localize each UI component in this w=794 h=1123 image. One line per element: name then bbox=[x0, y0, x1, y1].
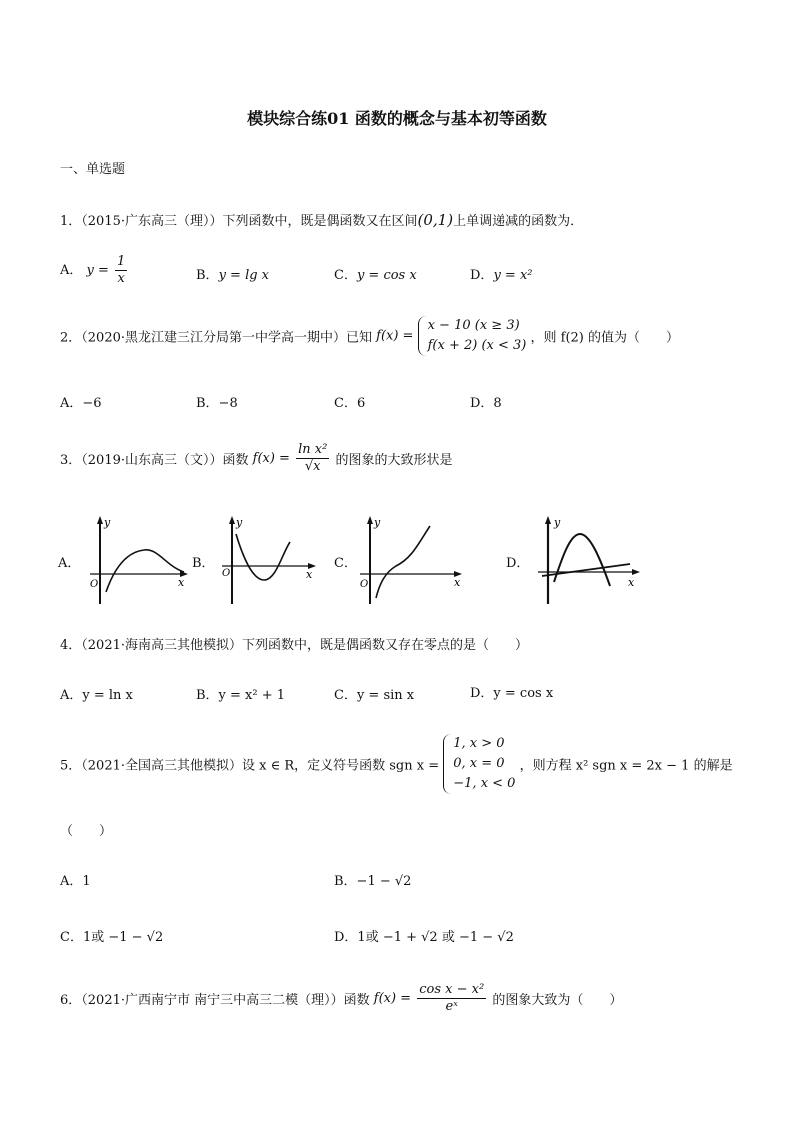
q1-option-b: B．y = lg x bbox=[196, 268, 270, 283]
question-4: 4．（2021·海南高三其他模拟）下列函数中，既是偶函数又存在零点的是（ ） bbox=[60, 638, 528, 653]
q3-graph-d bbox=[534, 514, 646, 606]
q3-prefix: 3．（2019·山东高三（文））函数 bbox=[60, 453, 249, 468]
q5-prefix: 5．（2021·全国高三其他模拟）设 x ∈ R，定义符号函数 sgn x = bbox=[60, 758, 440, 774]
q5-option-a: A．1 bbox=[60, 874, 91, 889]
question-6 bbox=[60, 982, 622, 1015]
q3-graph-a bbox=[86, 514, 192, 606]
svg-text:y: y bbox=[236, 516, 243, 529]
question-1 bbox=[60, 210, 583, 229]
svg-text:O: O bbox=[222, 568, 231, 579]
q1-a-fraction: $\frac{1}{x}$ bbox=[117, 254, 126, 286]
q3-suffix: 的图象的大致形状是 bbox=[335, 453, 453, 468]
q2-option-b: B．−8 bbox=[196, 396, 238, 411]
q5-answer-paren: （ ） bbox=[60, 824, 113, 839]
q4-option-d: D．y = cos x bbox=[470, 686, 554, 701]
q1-option-d: D．y = x² bbox=[470, 268, 533, 283]
svg-text:x: x bbox=[178, 576, 185, 589]
q2-piecewise: x − 10 (x ≥ 3) f(x + 2) (x < 3) bbox=[418, 316, 527, 356]
q3-fx: f(x) = bbox=[252, 451, 290, 466]
q6-fraction: $\frac{\text{cos x − x²}}{\text{eˣ}}$ bbox=[419, 982, 485, 1014]
q3-option-c-label: C． bbox=[334, 556, 357, 571]
q3-fraction: $\frac{\text{ln x²}}{√x}$ bbox=[298, 442, 328, 474]
q4-option-b: B．y = x² + 1 bbox=[196, 688, 286, 703]
q2-suffix: ，则 f(2) 的值为（ ） bbox=[530, 330, 679, 346]
svg-text:y: y bbox=[104, 516, 111, 529]
q2-prefix: 2．（2020·黑龙江建三江分局第一中学高一期中）已知 bbox=[60, 330, 372, 346]
svg-text:x: x bbox=[628, 576, 635, 589]
question-2 bbox=[60, 316, 679, 356]
question-3 bbox=[60, 442, 452, 475]
q6-prefix: 6．（2021·广西南宁市 南宁三中高三二模（理））函数 bbox=[60, 993, 370, 1008]
q5-option-d: D．1或 −1 + √2 或 −1 − √2 bbox=[334, 930, 514, 945]
q3-graph-b bbox=[218, 514, 324, 606]
q1-suffix: 上单调递减的函数为． bbox=[453, 214, 584, 229]
q6-suffix: 的图象大致为（ ） bbox=[492, 993, 623, 1008]
svg-text:x: x bbox=[454, 576, 461, 589]
question-5 bbox=[60, 734, 733, 794]
q1-prefix: 1．（2015·广东高三（理））下列函数中，既是偶函数又在区间 bbox=[60, 214, 418, 229]
q2-fx: f(x) = bbox=[376, 328, 414, 344]
q2-option-c: C．6 bbox=[334, 396, 366, 411]
svg-text:y: y bbox=[374, 516, 381, 529]
svg-text:x: x bbox=[306, 568, 313, 581]
q5-suffix: ，则方程 x² sgn x = 2x − 1 的解是 bbox=[519, 758, 733, 774]
q4-option-a: A．y = ln x bbox=[60, 688, 133, 703]
q3-option-b-label: B． bbox=[192, 556, 215, 571]
q5-option-b: B．−1 − √2 bbox=[334, 874, 412, 889]
q1-interval: (0,1) bbox=[417, 211, 454, 229]
section-heading: 一、单选题 bbox=[60, 162, 126, 177]
q1-option-c: C．y = cos x bbox=[334, 268, 417, 283]
q5-piecewise: 1, x > 0 0, x = 0 −1, x < 0 bbox=[443, 734, 515, 794]
page-title: 模块综合练01 函数的概念与基本初等函数 bbox=[247, 109, 547, 128]
q3-graph-c bbox=[356, 514, 468, 606]
q2-option-d: D．8 bbox=[470, 396, 502, 411]
svg-text:O: O bbox=[90, 579, 99, 590]
svg-text:O: O bbox=[360, 579, 369, 590]
q6-fx: f(x) = bbox=[373, 991, 412, 1006]
svg-text:y: y bbox=[554, 516, 561, 529]
q3-option-a-label: A． bbox=[58, 556, 81, 571]
q5-option-c: C．1或 −1 − √2 bbox=[60, 930, 164, 945]
q1-option-a: A． y = $\frac{1}{x}$ bbox=[60, 254, 126, 286]
q2-option-a: A．−6 bbox=[60, 396, 102, 411]
q4-option-c: C．y = sin x bbox=[334, 688, 415, 703]
q3-option-d-label: D． bbox=[506, 556, 530, 571]
